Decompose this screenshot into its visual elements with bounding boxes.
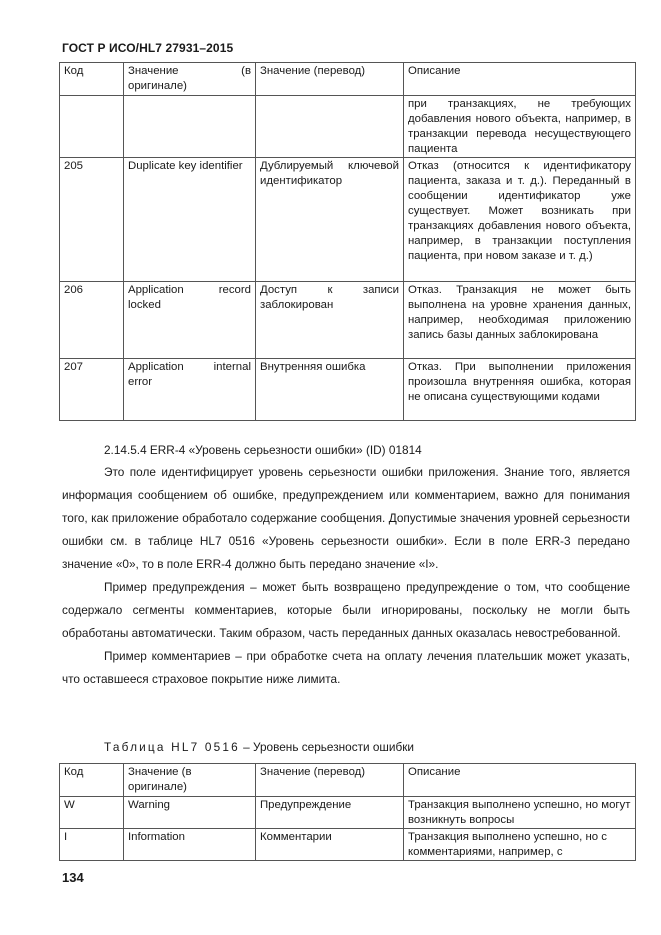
cell-original: Application record locked: [124, 282, 256, 359]
table-row: [60, 359, 636, 421]
cell-description: Отказ. При выполнении приложения произошла внутренняя ошибка, которая не описана существующими кодами: [404, 359, 636, 421]
table-row: [60, 158, 636, 282]
cell-translation: Комментарии: [256, 829, 404, 861]
document-header: ГОСТ Р ИСО/HL7 27931–2015: [62, 41, 234, 55]
cell-original: Warning: [124, 797, 256, 829]
paragraph: Это поле идентифицирует уровень серьезности ошибки приложения. Знание того, является информация сообщением об ошибке, предупреждением или комментарием, важно для понимания того, как приложение обработало содержание сообщения. Допустимые значения уровней серьезности ошибки см. в таблице HL7 0516 «Уровень серьезности ошибки». Если в поле ERR-3 передано значение «0», то в поле ERR-4 должно быть передано значение «I».: [62, 465, 630, 571]
severity-levels-table: [59, 763, 636, 861]
table-row: [60, 797, 636, 829]
cell-description: Отказ (относится к идентификатору пациента, заказа и т. д.). Переданный в сообщении идентификатор уже существует. Может возникать при транзакциях добавления нового объекта, например, в транзакции поступления пациента, при новом заказе и т. д.): [404, 158, 636, 282]
cell-description: при транзакциях, не требующих добавления нового объекта, например, в транзакции перевода несуществующего пациента: [404, 96, 636, 158]
cell-description: Транзакция выполнено успешно, но могут возникнуть вопросы: [404, 797, 636, 829]
cell-translation: Внутренняя ошибка: [256, 359, 404, 421]
column-header-original: Значение (в оригинале): [124, 63, 256, 96]
cell-code: [60, 96, 124, 158]
body-text: [62, 461, 630, 691]
cell-code: W: [60, 797, 124, 829]
table-row: [60, 96, 636, 158]
table-header-row: [60, 63, 636, 96]
cell-description: Транзакция выполнено успешно, но с комментариями, например, с: [404, 829, 636, 861]
table-row: [60, 282, 636, 359]
cell-code: I: [60, 829, 124, 861]
cell-translation: Дублируемый ключевой идентификатор: [256, 158, 404, 282]
cell-code: 206: [60, 282, 124, 359]
table-row: [60, 829, 636, 861]
cell-original: Information: [124, 829, 256, 861]
cell-description: Отказ. Транзакция не может быть выполнена на уровне хранения данных, например, необходимая приложению запись базы данных заблокирована: [404, 282, 636, 359]
cell-translation: Предупреждение: [256, 797, 404, 829]
column-header-translation: Значение (перевод): [256, 63, 404, 96]
page-number: 134: [62, 870, 84, 885]
cell-translation: Доступ к записи заблокирован: [256, 282, 404, 359]
cell-original: Application internal error: [124, 359, 256, 421]
column-header-description: Описание: [404, 764, 636, 797]
column-header-translation: Значение (перевод): [256, 764, 404, 797]
table-header-row: [60, 764, 636, 797]
cell-original: Duplicate key identifier: [124, 158, 256, 282]
table-caption-title: – Уровень серьезности ошибки: [239, 740, 414, 754]
column-header-original: Значение (в оригинале): [124, 764, 256, 797]
cell-code: 207: [60, 359, 124, 421]
error-codes-table: [59, 62, 636, 421]
paragraph: Пример предупреждения – может быть возвращено предупреждение о том, что сообщение содержало сегменты комментариев, которые были игнорированы, поскольку не могли быть обработаны автоматически. Таким образом, часть переданных данных оказалась невостребованной.: [62, 580, 630, 640]
column-header-description: Описание: [404, 63, 636, 96]
column-header-code: Код: [60, 764, 124, 797]
cell-original: [124, 96, 256, 158]
section-heading: 2.14.5.4 ERR-4 «Уровень серьезности ошибки» (ID) 01814: [104, 443, 422, 457]
table-caption-prefix: Таблица HL7 0516: [104, 740, 240, 754]
paragraph: Пример комментариев – при обработке счета на оплату лечения плательшик может указать, что оставшееся страховое покрытие ниже лимита.: [62, 649, 630, 686]
cell-code: 205: [60, 158, 124, 282]
table-caption: [104, 740, 414, 754]
column-header-code: Код: [60, 63, 124, 96]
cell-translation: [256, 96, 404, 158]
